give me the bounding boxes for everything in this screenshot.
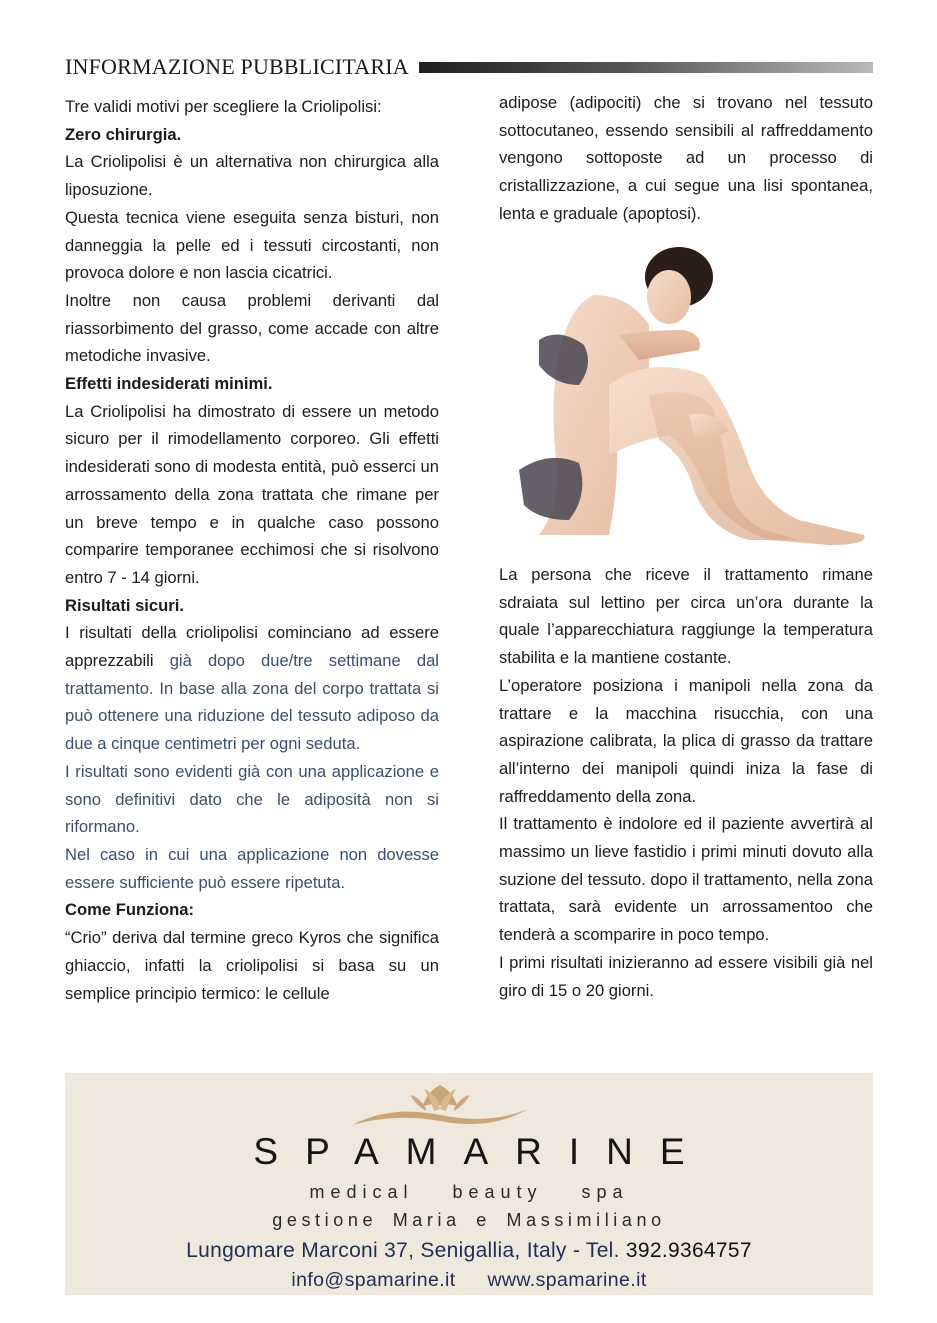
management-line: gestione Maria e Massimiliano [272, 1210, 666, 1230]
paragraph [65, 924, 439, 1007]
paragraph [65, 93, 439, 121]
highlighted-text: già dopo due/tre settimane dal trattamento. In base alla zona del corpo trattata si può ottenere una riduzione del tessuto adiposo da due a cinque centimetri per ogni seduta. [65, 651, 439, 754]
phone-number[interactable]: 392.9364757 [625, 1239, 752, 1262]
paragraph-text: Questa tecnica viene eseguita senza bisturi, non danneggia la pelle ed i tessuti circostanti, non provoca dolore e non lascia cicatrici. [65, 207, 439, 283]
paragraph [499, 949, 873, 1004]
left-text-column [65, 93, 439, 1007]
paragraph-text: I primi risultati inizieranno ad essere visibili già nel giro di 15 o 20 giorni. [499, 952, 873, 1000]
lotus-logo-icon [350, 1081, 530, 1131]
paragraph-text: La Criolipolisi ha dimostrato di essere un metodo sicuro per il rimodellamento corporeo. Gli effetti indesiderati sono di modesta entità, può esserci un arrossamento della zona trattata che rimane per un breve tempo e in qualche caso possono comparire temporanee ecchimosi che si risolvono entro 7 - 14 giorni. [65, 401, 439, 587]
paragraph-text: La persona che riceve il trattamento rimane sdraiata sul lettino per circa un’ora durante la quale l’apparecchiatura raggiunge la temperatura stabilita e la mantiene costante. [499, 565, 873, 668]
header-gradient-bar [419, 62, 873, 73]
paragraph [65, 287, 439, 370]
section-heading [65, 121, 439, 149]
paragraph-text: Come Funziona: [65, 900, 195, 920]
paragraph [499, 89, 873, 228]
paragraph [499, 672, 873, 811]
paragraph [65, 758, 439, 841]
right-text-column-top [499, 89, 873, 228]
page-header-title: INFORMAZIONE PUBBLICITARIA [65, 54, 409, 79]
paragraph [65, 398, 439, 592]
section-heading [65, 896, 439, 924]
paragraph-text: Zero chirurgia. [65, 124, 182, 144]
section-heading [65, 370, 439, 398]
seated-woman-illustration [499, 235, 873, 550]
paragraph [499, 810, 873, 949]
footer-advertisement [65, 1073, 873, 1295]
paragraph [65, 148, 439, 203]
paragraph-text: Il trattamento è indolore ed il paziente avvertirà al massimo un lieve fastidio i primi minuti dovuto alla suzione del tessuto. dopo il trattamento, nella zona trattata, sarà evidente un arrossamentoo che tenderà a scomparire in poco tempo. [499, 814, 873, 945]
section-heading [65, 592, 439, 620]
paragraph-text: I risultati sono evidenti già con una applicazione e sono definitivi dato che le adiposità non si riformano. [65, 761, 439, 837]
paragraph [65, 619, 439, 758]
paragraph [499, 561, 873, 672]
brand-tagline: medical beauty spa [309, 1182, 629, 1202]
paragraph-text: Risultati sicuri. [65, 595, 184, 615]
paragraph-text: I risultati della criolipolisi cominciano ad essere apprezzabili [65, 623, 439, 671]
paragraph-text: Effetti indesiderati minimi. [65, 374, 273, 394]
right-text-column-bottom [499, 561, 873, 1004]
email-link[interactable]: info@spamarine.it [291, 1269, 456, 1291]
paragraph-text: La Criolipolisi è un alternativa non chirurgica alla liposuzione. [65, 152, 439, 200]
paragraph [65, 204, 439, 287]
contact-line [65, 1269, 873, 1292]
paragraph-text: Inoltre non causa problemi derivanti dal riassorbimento del grasso, come accade con altre metodiche invasive. [65, 290, 439, 366]
model-photo [499, 235, 873, 550]
brand-name: SPAMARINE [253, 1131, 712, 1172]
paragraph-text: “Crio” deriva dal termine greco Kyros che significa ghiaccio, infatti la criolipolisi si basa su un semplice principio termico: le cellule [65, 928, 439, 1003]
paragraph-text: Tre validi motivi per scegliere la Criolipolisi: [65, 97, 382, 116]
paragraph-text: Nel caso in cui una applicazione non dovesse essere sufficiente può essere ripetuta. [65, 844, 439, 892]
address-text: Lungomare Marconi 37, Senigallia, Italy - Tel. [186, 1239, 620, 1262]
paragraph [65, 841, 439, 896]
paragraph-text: L’operatore posiziona i manipoli nella zona da trattare e la macchina risucchia, con una aspirazione calibrata, la plica di grasso da trattare all’interno dei manipoli quindi iniza la fase di raffreddamento della zona. [499, 675, 873, 806]
header [65, 52, 873, 82]
paragraph-text: adipose (adipociti) che si trovano nel tessuto sottocutaneo, essendo sensibili al raffreddamento vengono sottoposte ad un processo di cristallizzazione, a cui segue una lisi spontanea, lenta e graduale (apoptosi). [499, 93, 873, 223]
website-link[interactable]: www.spamarine.it [487, 1269, 647, 1291]
address-line [65, 1239, 873, 1263]
